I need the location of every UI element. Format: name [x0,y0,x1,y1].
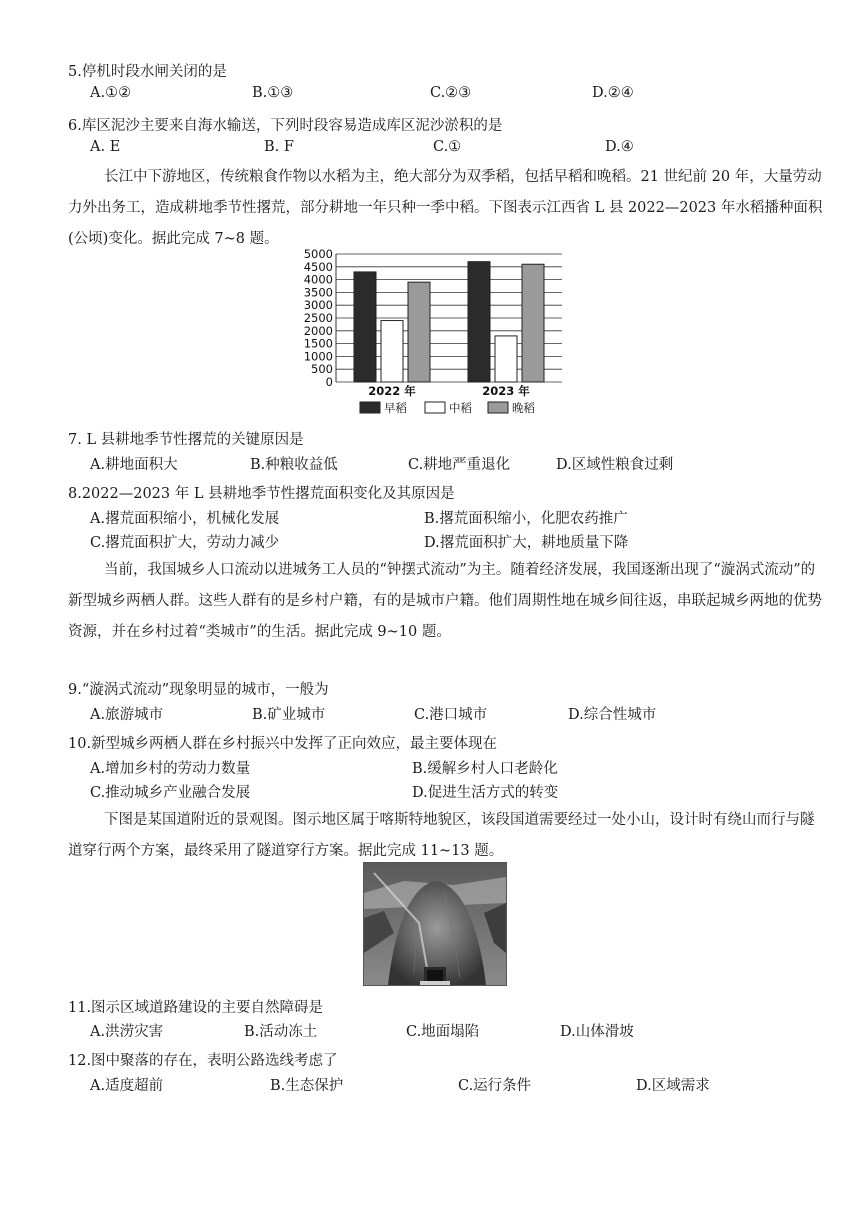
bar-中稻-2023 年 [495,336,517,382]
bar-晚稻-2023 年 [522,264,544,382]
question-8-option-d[interactable]: D.撂荒面积扩大，耕地质量下降 [424,535,629,551]
question-6-option-d[interactable]: D.④ [605,139,634,155]
legend-swatch-晚稻 [488,402,508,413]
y-tick-label: 4500 [303,259,333,274]
question-9-option-c[interactable]: C.港口城市 [414,707,488,723]
question-10-option-a[interactable]: A.增加乡村的劳动力数量 [90,761,251,777]
question-11-option-c[interactable]: C.地面塌陷 [406,1024,480,1040]
bar-晚稻-2022 年 [408,282,430,382]
question-9-option-d[interactable]: D.综合性城市 [568,707,657,723]
question-7-option-d[interactable]: D.区域性粮食过剩 [556,457,674,473]
question-10-option-d[interactable]: D.促进生活方式的转变 [412,785,559,801]
question-12-option-d[interactable]: D.区域需求 [636,1078,710,1094]
passage-urban-rural-migration: 当前，我国城乡人口流动以进城务工人员的“钟摆式流动”为主。随着经济发展，我国逐渐出现了“漩涡式流动”的新型城乡两栖人群。这些人群有的是乡村户籍，有的是城市户籍。他们周期性地在城乡间往返，串联起城乡两地的优势资源，并在乡村过着“类城市”的生活。据此完成 9~10 题。 [68,562,822,640]
y-tick-label: 0 [325,375,333,389]
question-6-option-b[interactable]: B. F [264,139,294,155]
karst-hill-photo [363,862,507,986]
question-9-option-b[interactable]: B.矿业城市 [252,707,326,723]
question-5-stem: 5.停机时段水闸关闭的是 [68,64,227,80]
legend-label: 早稻 [384,401,407,415]
legend-label: 晚稻 [512,401,535,415]
y-tick-label: 3500 [303,285,333,300]
question-10-option-b[interactable]: B.缓解乡村人口老龄化 [412,761,558,777]
y-tick-label: 1500 [303,336,333,351]
question-7-option-c[interactable]: C.耕地严重退化 [408,457,511,473]
question-11-stem: 11.图示区域道路建设的主要自然障碍是 [68,1000,324,1016]
chart-x-labels [368,384,530,398]
passage-rice-farming: 长江中下游地区，传统粮食作物以水稻为主，绝大部分为双季稻，包括早稻和晚稻。21 世纪前 20 年，大量劳动力外出务工，造成耕地季节性撂荒，部分耕地一年只种一季中稻。下图表示江西省 L 县 2022—2023 年水稻播种面积(公顷)变化。据此完成 7~8 题。 [68,169,823,247]
question-12-stem: 12.图中聚落的存在，表明公路选线考虑了 [68,1053,338,1069]
y-tick-label: 4000 [303,272,333,287]
question-6-option-a[interactable]: A. E [90,139,121,155]
y-tick-label: 5000 [303,248,333,261]
question-9-option-a[interactable]: A.旅游城市 [90,707,164,723]
question-5-option-b[interactable]: B.①③ [252,85,294,101]
question-7-option-b[interactable]: B.种粮收益低 [250,457,338,473]
question-6-option-c[interactable]: C.① [433,139,462,155]
legend-swatch-早稻 [360,402,380,413]
question-10-stem: 10.新型城乡两栖人群在乡村振兴中发挥了正向效应，最主要体现在 [68,736,498,752]
chart-legend [360,401,535,415]
question-5-option-a[interactable]: A.①② [90,85,132,101]
question-9-stem: 9.“漩涡式流动”现象明显的城市，一般为 [68,682,329,698]
question-10-option-c[interactable]: C.推动城乡产业融合发展 [90,785,251,801]
bar-早稻-2023 年 [468,262,490,382]
question-8-option-c[interactable]: C.撂荒面积扩大，劳动力减少 [90,535,280,551]
question-5-option-c[interactable]: C.②③ [430,85,472,101]
rice-area-chart-svg [300,248,570,420]
question-8-stem: 8.2022—2023 年 L 县耕地季节性撂荒面积变化及其原因是 [68,486,455,502]
x-tick-label: 2023 年 [482,384,530,398]
y-tick-label: 2500 [303,311,333,325]
question-11-option-a[interactable]: A.洪涝灾害 [90,1024,164,1040]
rice-area-chart [300,248,570,420]
question-12-option-a[interactable]: A.适度超前 [90,1078,164,1094]
question-11-option-b[interactable]: B.活动冻土 [244,1024,318,1040]
y-tick-label: 1000 [303,349,333,364]
karst-hill-photo-svg [364,863,506,985]
y-tick-label: 500 [311,362,333,377]
question-11-option-d[interactable]: D.山体滑坡 [560,1024,634,1040]
question-7-stem: 7. L 县耕地季节性撂荒的关键原因是 [68,432,304,448]
bar-中稻-2022 年 [381,321,403,382]
legend-label: 中稻 [449,401,472,415]
y-tick-label: 2000 [303,323,333,338]
question-12-option-b[interactable]: B.生态保护 [270,1078,344,1094]
question-7-option-a[interactable]: A.耕地面积大 [90,457,178,473]
passage-karst-road: 下图是某国道附近的景观图。图示地区属于喀斯特地貌区，该段国道需要经过一处小山，设计时有绕山而行与隧道穿行两个方案，最终采用了隧道穿行方案。据此完成 11~13 题。 [68,812,815,859]
question-6-stem: 6.库区泥沙主要来自海水输送，下列时段容易造成库区泥沙淤积的是 [68,118,503,134]
question-12-option-c[interactable]: C.运行条件 [458,1078,532,1094]
question-8-option-b[interactable]: B.撂荒面积缩小，化肥农药推广 [424,511,628,527]
chart-y-ticks [304,248,333,389]
question-5-option-d[interactable]: D.②④ [592,85,634,101]
bar-早稻-2022 年 [354,272,376,382]
legend-swatch-中稻 [425,402,445,413]
question-8-option-a[interactable]: A.撂荒面积缩小，机械化发展 [90,511,280,527]
y-tick-label: 3000 [303,298,333,313]
x-tick-label: 2022 年 [368,384,416,398]
